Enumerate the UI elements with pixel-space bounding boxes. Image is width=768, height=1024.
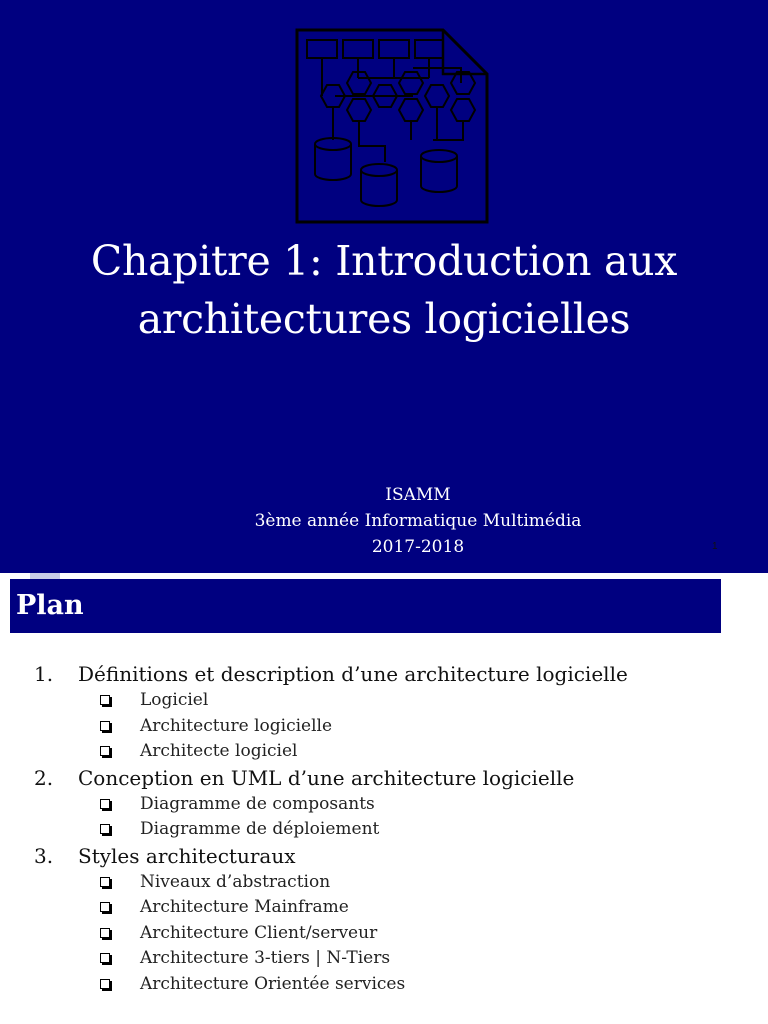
item-label: Architecte logiciel <box>140 741 298 761</box>
section-number: 2. <box>34 765 54 790</box>
page-number: 1 <box>712 541 718 552</box>
institution-name: ISAMM <box>385 485 451 505</box>
software-architecture-document-icon <box>293 28 491 224</box>
plan-heading: Plan <box>10 579 721 633</box>
plan-slide <box>0 573 768 1024</box>
checkbox-bullet-icon <box>100 902 110 912</box>
item-label: Diagramme de composants <box>140 793 375 814</box>
section-number: 1. <box>34 662 54 686</box>
section-title: Définitions et description d’une architecture logicielle <box>78 662 628 686</box>
section-2 <box>0 765 768 792</box>
checkbox-bullet-icon <box>100 877 110 887</box>
program-name: 3ème année Informatique Multimédia <box>254 511 582 531</box>
list-item <box>0 870 768 896</box>
checkbox-bullet-icon <box>100 721 110 731</box>
section-title: Styles architecturaux <box>78 843 296 868</box>
academic-years: 2017-2018 <box>371 537 465 557</box>
list-item <box>0 739 768 765</box>
item-label: Architecture 3-tiers | N-Tiers <box>140 948 391 968</box>
list-item <box>0 972 768 998</box>
list-item <box>0 817 768 843</box>
section-title: Conception en UML d’une architecture logicielle <box>78 765 575 790</box>
item-label: Diagramme de déploiement <box>140 819 380 839</box>
list-item <box>0 946 768 972</box>
checkbox-bullet-icon <box>100 695 110 705</box>
checkbox-bullet-icon <box>100 824 110 834</box>
item-label: Niveaux d’abstraction <box>140 871 331 892</box>
item-label: Logiciel <box>140 690 209 710</box>
title-line-2: architectures logicielles <box>137 295 631 343</box>
item-label: Architecture Client/serveur <box>140 922 378 943</box>
checkbox-bullet-icon <box>100 746 110 756</box>
checkbox-bullet-icon <box>100 979 110 989</box>
section-3 <box>0 843 768 870</box>
slide-title <box>0 232 768 348</box>
section-1 <box>0 661 768 688</box>
section-number: 3. <box>34 843 54 868</box>
title-line-1: Chapitre 1: Introduction aux <box>90 237 678 285</box>
checkbox-bullet-icon <box>100 799 110 809</box>
list-item <box>0 714 768 740</box>
list-item <box>0 792 768 818</box>
item-label: Architecture logicielle <box>140 715 333 736</box>
checkbox-bullet-icon <box>100 953 110 963</box>
list-item <box>0 688 768 714</box>
checkbox-bullet-icon <box>100 928 110 938</box>
agenda-list <box>0 661 768 997</box>
item-label: Architecture Orientée services <box>140 973 406 994</box>
list-item <box>0 895 768 921</box>
list-item <box>0 921 768 947</box>
item-label: Architecture Mainframe <box>140 897 349 917</box>
